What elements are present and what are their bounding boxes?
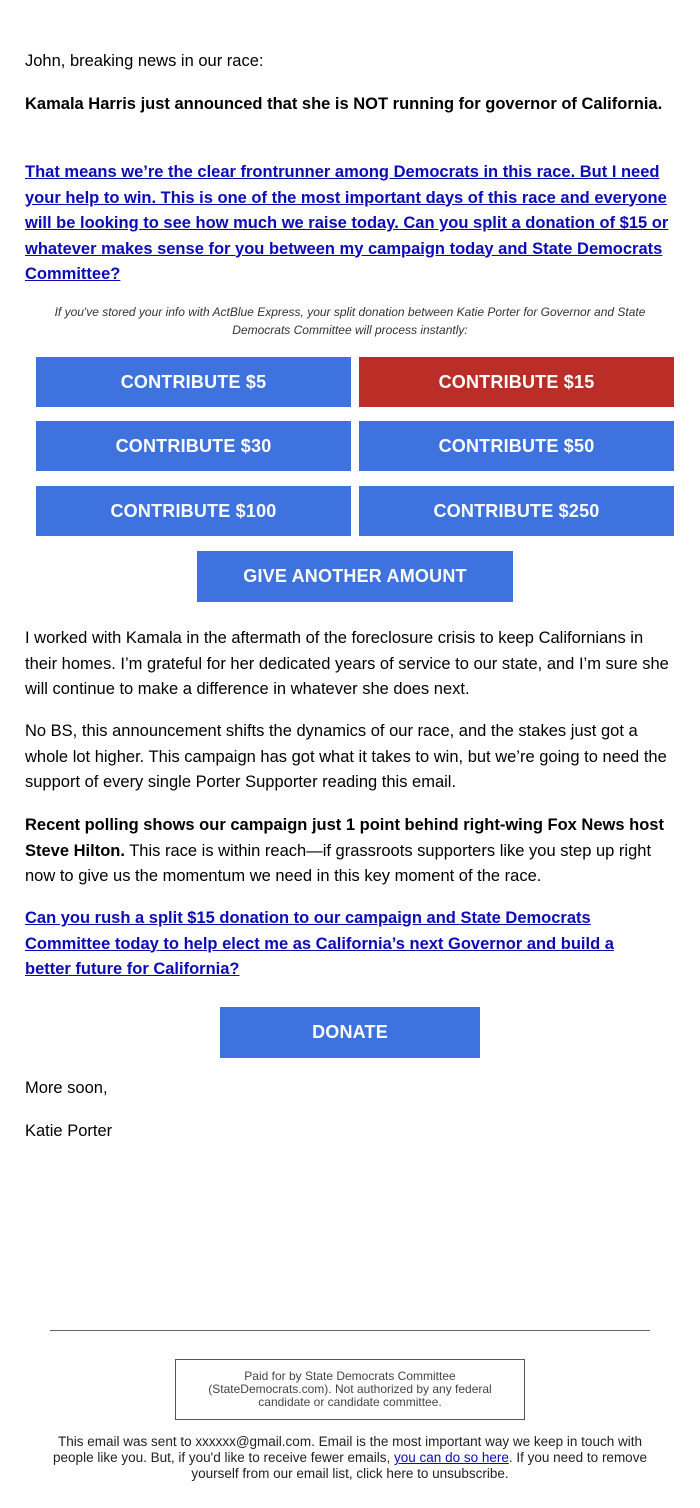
- greeting: John, breaking news in our race:: [25, 52, 264, 70]
- split-donation-link[interactable]: That means we’re the clear frontrunner among Democrats in this race. But I need your help to win. This is one of the most important days of this race and everyone will be looking to see how much we raise today. Can you split a donation of $15 or whatever makes sense for you between my campaign today and State Democrats Committee?: [25, 163, 669, 283]
- give-another-amount-button[interactable]: GIVE ANOTHER AMOUNT: [197, 551, 513, 602]
- contribute-50-button[interactable]: CONTRIBUTE $50: [359, 421, 674, 471]
- sent-to-suffix: . Email is the most important way we keep in touch with people like you. But, if you'd like to receive fewer emails,: [53, 1434, 642, 1465]
- polling-highlight: Recent polling shows our campaign just 1 point behind right-wing Fox News host Steve Hilton.: [25, 816, 664, 860]
- footer-divider: [50, 1330, 650, 1331]
- recipient-email: xxxxxx@gmail.com: [195, 1434, 312, 1449]
- signature: Katie Porter: [25, 1122, 113, 1140]
- body-paragraph-2: No BS, this announcement shifts the dynamics of our race, and the stakes just got a whole lot higher. This campaign has got what it takes to win, but we’re going to need the support of every single Porter Supporter reading this email.: [25, 722, 667, 791]
- headline: Kamala Harris just announced that she is NOT running for governor of California.: [25, 95, 663, 113]
- footer-text: [40, 1434, 660, 1482]
- fewer-emails-link[interactable]: you can do so here: [394, 1450, 509, 1465]
- contribute-5-button[interactable]: CONTRIBUTE $5: [36, 357, 351, 407]
- actblue-express-note: If you've stored your info with ActBlue Express, your split donation between Katie Porter for Governor and State Democrats Committee will process instantly:: [54, 305, 646, 337]
- body-paragraph-3-rest: This race is within reach—if grassroots supporters like you step up right now to give us the momentum we need in this key moment of the race.: [25, 841, 652, 885]
- donate-button[interactable]: DONATE: [220, 1007, 480, 1058]
- paid-for-disclaimer: Paid for by State Democrats Committee (StateDemocrats.com). Not authorized by any federal candidate or candidate committee.: [175, 1359, 525, 1420]
- rush-donation-link[interactable]: Can you rush a split $15 donation to our campaign and State Democrats Committee today to help elect me as California’s next Governor and build a better future for California?: [25, 909, 614, 978]
- closing: More soon,: [25, 1079, 108, 1097]
- contribute-30-button[interactable]: CONTRIBUTE $30: [36, 421, 351, 471]
- body-paragraph-1: I worked with Kamala in the aftermath of the foreclosure crisis to keep Californians in their homes. I’m grateful for her dedicated years of service to our state, and I’m sure she will continue to make a difference in whatever she does next.: [25, 629, 669, 698]
- contribute-250-button[interactable]: CONTRIBUTE $250: [359, 486, 674, 536]
- ask-paragraph: [25, 160, 673, 288]
- sent-to-prefix: This email was sent to: [58, 1434, 196, 1449]
- unsubscribe-text[interactable]: . If you need to remove yourself from our email list, click here to unsubscribe.: [191, 1450, 647, 1481]
- contribute-100-button[interactable]: CONTRIBUTE $100: [36, 486, 351, 536]
- rush-donation-paragraph: [25, 906, 655, 983]
- contribute-15-button[interactable]: CONTRIBUTE $15: [359, 357, 674, 407]
- body-paragraph-3: [25, 813, 680, 890]
